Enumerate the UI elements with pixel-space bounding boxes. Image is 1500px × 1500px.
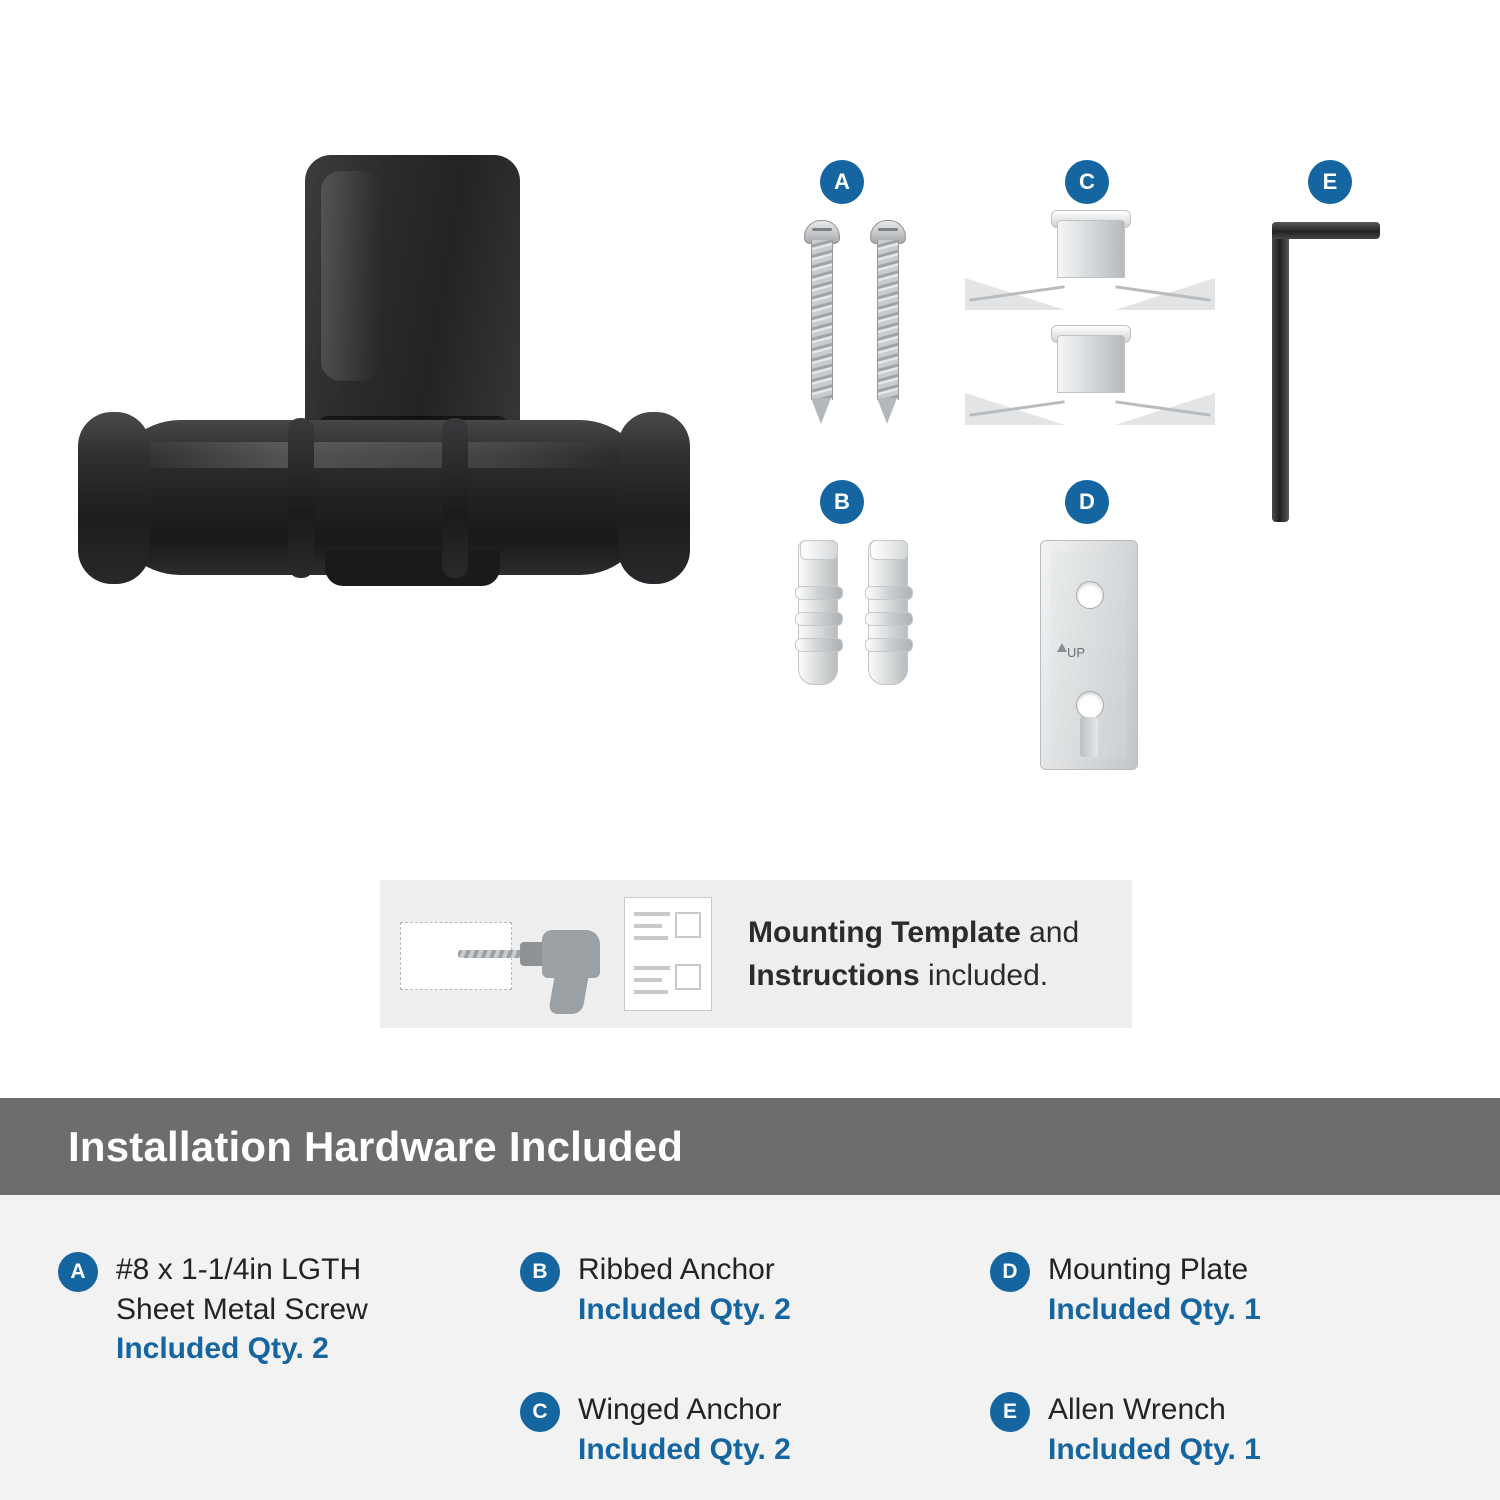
mounting-plate-hole-bottom [1076,691,1104,719]
legend-label-d: Mounting Plate [1048,1253,1249,1286]
template-banner-text [748,911,1079,998]
legend-qty-a: Included Qty. 2 [116,1332,329,1366]
ribbed-anchor-collar [870,540,908,560]
doc-line [634,978,662,982]
drill-illustration [400,904,610,1004]
hook-bar-highlight [140,442,610,468]
legend-badge-b: B [520,1252,560,1292]
hook-end-cap-right [618,412,690,584]
hook-end-cap-left [78,412,150,584]
legend-text-b [578,1250,791,1329]
hook-collar-left [288,418,314,578]
legend-badge-d: D [990,1252,1030,1292]
legend-qty-e: Included Qty. 1 [1048,1432,1261,1466]
doc-square [675,912,701,938]
installation-hardware-header [0,1098,1500,1195]
hook-backplate-shape [305,155,520,460]
hardware-legend [0,1195,1500,1500]
legend-item-d [990,1250,1420,1329]
screw-shaft [877,240,899,400]
ribbed-anchor-1 [798,540,838,685]
legend-item-e [990,1390,1420,1469]
legend-label-e: Allen Wrench [1048,1393,1226,1426]
hook-collar-right [442,418,468,578]
product-illustration [70,130,750,650]
callout-badge-b: B [820,480,864,524]
ribbed-anchor-rib [795,612,843,626]
mounting-plate [1040,540,1138,770]
screw-tip [811,398,831,424]
doc-line [634,990,668,994]
legend-text-c [578,1390,791,1469]
ribbed-anchor-rib [865,586,913,600]
allen-wrench-long-arm [1272,222,1289,522]
screw-tip [877,398,897,424]
doc-line [634,936,668,940]
hook-bar-notch [325,550,500,586]
drill-bit-icon [458,950,524,958]
callout-badge-e: E [1308,160,1352,204]
template-banner-line1-rest: and [1020,915,1080,949]
callout-badge-d: D [1065,480,1109,524]
ribbed-anchor-2 [868,540,908,685]
page-title: Installation Hardware Included [68,1122,684,1170]
doc-line [634,924,662,928]
legend-text-d [1048,1250,1261,1329]
legend-item-c [520,1390,940,1469]
doc-square [675,964,701,990]
legend-badge-c: C [520,1392,560,1432]
screw-shaft [811,240,833,400]
ribbed-anchor-collar [800,540,838,560]
instructions-document-icon [624,897,712,1011]
mounting-plate-hole-top [1076,581,1104,609]
legend-item-a [58,1250,478,1369]
up-arrow-icon [1057,643,1067,652]
legend-badge-a: A [58,1252,98,1292]
legend-label-b: Ribbed Anchor [578,1253,775,1286]
template-banner-line2-rest: included. [919,959,1049,992]
callout-badge-a: A [820,160,864,204]
mounting-template-banner [380,880,1132,1028]
legend-text-a [116,1250,368,1369]
doc-line [634,912,670,916]
ribbed-anchor-rib [865,638,913,652]
ribbed-anchor-rib [865,612,913,626]
legend-qty-b: Included Qty. 2 [578,1292,791,1326]
ribbed-anchor-rib [795,586,843,600]
legend-label-a-line2: Sheet Metal Screw [116,1292,368,1326]
legend-qty-c: Included Qty. 2 [578,1432,791,1466]
legend-item-b [520,1250,940,1329]
hardware-parts-diagram [760,140,1460,820]
doc-line [634,966,670,970]
drill-handle [548,968,590,1014]
allen-wrench-short-arm [1272,222,1380,239]
template-banner-line1-bold: Mounting Template [748,915,1021,949]
ribbed-anchor-rib [795,638,843,652]
winged-anchor-2 [965,335,1215,455]
mounting-plate-up-label: UP [1067,645,1086,660]
winged-anchor-1 [965,220,1215,340]
legend-label-a-line1: #8 x 1-1/4in LGTH [116,1253,362,1286]
legend-badge-e: E [990,1392,1030,1432]
mounting-plate-slot [1080,717,1098,757]
callout-badge-c: C [1065,160,1109,204]
legend-label-c: Winged Anchor [578,1393,782,1426]
legend-qty-d: Included Qty. 1 [1048,1292,1261,1326]
legend-text-e [1048,1390,1261,1469]
template-banner-line2-bold: Instructions [748,959,920,992]
